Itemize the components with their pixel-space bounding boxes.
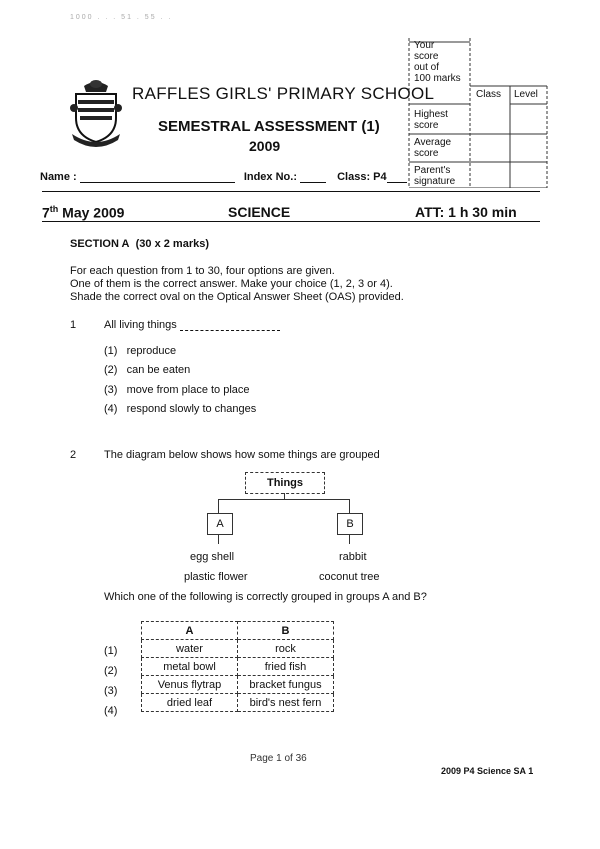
average-score-label: Average score	[414, 137, 452, 159]
q1-number: 1	[70, 319, 77, 331]
level-label: Level	[514, 89, 538, 100]
table-header-b: B	[238, 622, 334, 640]
table-row	[142, 658, 334, 676]
class-label: Class	[476, 89, 502, 100]
table-row	[142, 640, 334, 658]
name-label: Name :	[40, 171, 77, 183]
q2-number: 2	[70, 449, 77, 461]
table-header-a: A	[142, 622, 238, 640]
school-crest-logo	[68, 78, 124, 148]
top-scribble: 1000 . . . 51 . 55 . .	[70, 14, 173, 21]
table-cell: Venus flytrap	[142, 676, 238, 694]
section-heading: SECTION A (30 x 2 marks)	[70, 238, 210, 250]
table-row	[142, 694, 334, 712]
diagram-group-a: A	[207, 513, 233, 535]
group-b-item: coconut tree	[319, 571, 380, 583]
time-allowed: ATT: 1 h 30 min	[415, 204, 517, 220]
school-name: RAFFLES GIRLS' PRIMARY SCHOOL	[132, 84, 435, 103]
header-rule-top	[42, 191, 540, 192]
page-number: Page 1 of 36	[250, 753, 307, 764]
parent-signature-label: Parent's signature	[414, 165, 456, 187]
assessment-title: SEMESTRAL ASSESSMENT (1)	[158, 118, 380, 135]
table-cell: rock	[238, 640, 334, 658]
instructions: For each question from 1 to 30, four options are given. One of them is the correct answer. Make your choice (1, 2, 3 or 4). Shade the correct oval on the Optical Answer Sheet (OAS) provided.	[70, 265, 404, 303]
assessment-year: 2009	[249, 138, 281, 154]
group-a-item: plastic flower	[184, 571, 248, 583]
group-b-item: rabbit	[339, 551, 367, 563]
name-line	[40, 171, 407, 183]
header-rule-bottom	[42, 221, 540, 222]
q1-option-3: (3) move from place to place	[104, 384, 250, 396]
paper-code: 2009 P4 Science SA 1	[441, 766, 534, 776]
name-field[interactable]	[80, 182, 235, 183]
q2-stem: The diagram below shows how some things are grouped	[104, 449, 380, 461]
diagram-group-b: B	[337, 513, 363, 535]
diagram-connector	[349, 499, 350, 513]
index-label: Index No.:	[243, 171, 297, 183]
diagram-root-things: Things	[245, 472, 325, 494]
index-field[interactable]	[300, 182, 326, 183]
table-cell: dried leaf	[142, 694, 238, 712]
q1-option-2: (2) can be eaten	[104, 364, 191, 376]
q2-question: Which one of the following is correctly grouped in groups A and B?	[104, 591, 427, 603]
q1-option-1: (1) reproduce	[104, 345, 177, 357]
q1-option-4: (4) respond slowly to changes	[104, 403, 257, 415]
exam-date: 7th May 2009	[42, 204, 125, 221]
diagram-connector	[349, 534, 350, 544]
highest-score-label: Highest score	[414, 109, 448, 131]
q1-stem: All living things	[104, 319, 280, 331]
score-box	[408, 38, 548, 188]
q2-options-table	[141, 621, 334, 712]
group-a-item: egg shell	[190, 551, 235, 563]
q2-option-number: (1)	[104, 645, 118, 657]
class-field[interactable]	[387, 182, 407, 183]
q2-option-number: (3)	[104, 685, 118, 697]
your-score-label: Your score out of 100 marks	[414, 40, 461, 84]
table-cell: fried fish	[238, 658, 334, 676]
table-cell: bracket fungus	[238, 676, 334, 694]
diagram-connector	[218, 499, 219, 513]
table-row	[142, 676, 334, 694]
table-header-row	[142, 622, 334, 640]
q2-option-number: (4)	[104, 705, 118, 717]
class-label-p4: Class: P4	[337, 171, 387, 183]
diagram-connector	[218, 499, 350, 500]
q2-option-number: (2)	[104, 665, 118, 677]
diagram-connector	[218, 534, 219, 544]
table-cell: bird's nest fern	[238, 694, 334, 712]
table-cell: metal bowl	[142, 658, 238, 676]
subject-title: SCIENCE	[228, 204, 291, 220]
table-cell: water	[142, 640, 238, 658]
